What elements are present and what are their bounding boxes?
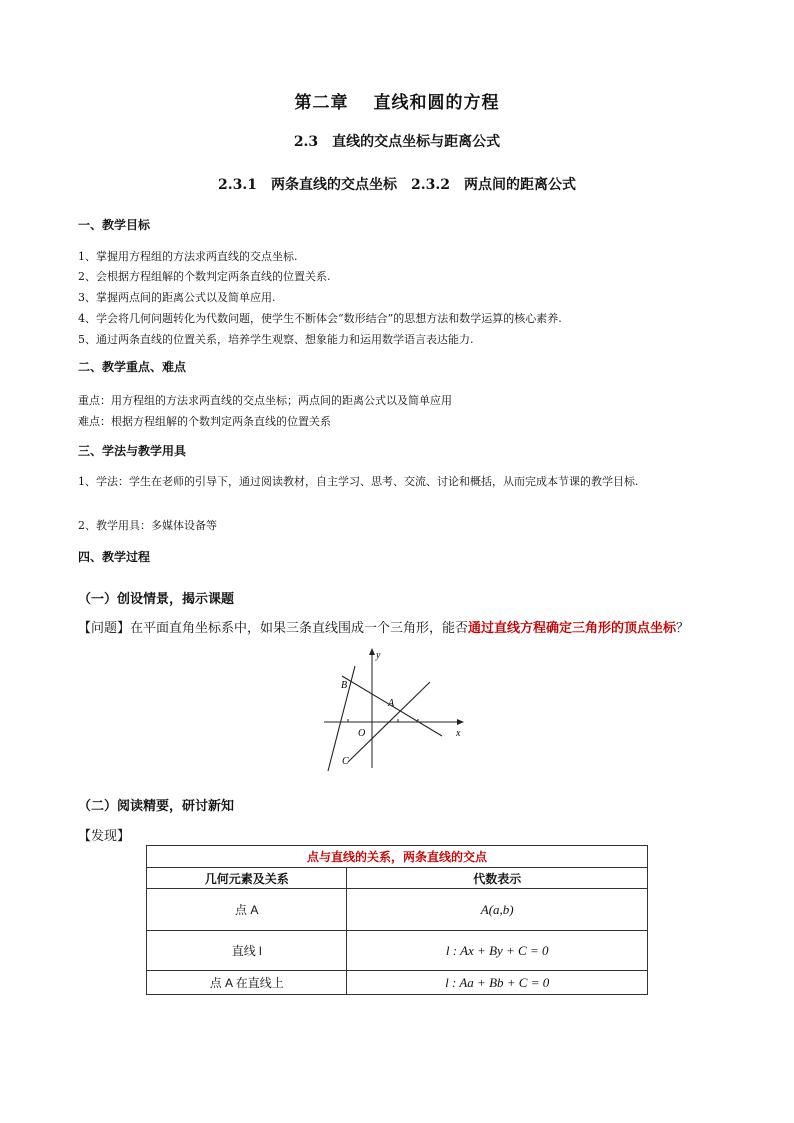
y-axis-label: y	[376, 650, 381, 661]
method-item: 2、教学用具：多媒体设备等	[78, 519, 217, 532]
goal-item: 5、通过两条直线的位置关系，培养学生观察、想象能力和运用数学语言表达能力.	[78, 333, 474, 346]
point-b-label: B	[341, 680, 348, 691]
discover-label: 【发现】	[78, 828, 131, 843]
process-heading: 四、教学过程	[78, 550, 151, 564]
subsection-title: 2.3.1 两条直线的交点坐标 2.3.2 两点间的距离公式	[218, 177, 576, 193]
x-axis-arrow	[457, 719, 464, 725]
point-a-label: A	[388, 698, 395, 709]
goal-item: 4、学会将几何问题转化为代数问题，使学生不断体会“数形结合”的思想方法和数学运算的核心素养.	[78, 312, 562, 325]
point-c-label: C	[342, 756, 349, 767]
table-caption: 点与直线的关系，两条直线的交点	[147, 846, 648, 868]
table-row	[147, 889, 648, 931]
relation-table	[146, 845, 648, 995]
origin-label: O	[358, 728, 366, 739]
table-row	[147, 931, 648, 971]
table-cell: l : Aa + Bb + C = 0	[347, 971, 648, 995]
problem-prefix: 【问题】在平面直角坐标系中，如果三条直线围成一个三角形，能否	[78, 620, 469, 635]
part2-heading: （二）阅读精要，研讨新知	[78, 799, 235, 814]
table-cell: 点 A	[147, 889, 347, 931]
table-cell: l : Ax + By + C = 0	[347, 931, 648, 971]
problem-text	[78, 617, 689, 636]
y-axis-arrow	[369, 648, 375, 655]
table-cell: 直线 l	[147, 931, 347, 971]
table-header-row	[147, 868, 648, 889]
key-point-item: 重点：用方程组的方法求两直线的交点坐标；两点间的距离公式以及简单应用	[78, 394, 452, 407]
goal-item: 1、掌握用方程组的方法求两直线的交点坐标.	[78, 250, 298, 263]
goal-item: 2、会根据方程组解的个数判定两条直线的位置关系.	[78, 270, 331, 283]
table-cell: A(a,b)	[347, 889, 648, 931]
part1-heading: （一）创设情景，揭示课题	[78, 592, 235, 607]
methods-heading: 三、学法与教学用具	[78, 444, 187, 458]
x-axis-label: x	[456, 728, 461, 739]
table-cell: 点 A 在直线上	[147, 971, 347, 995]
table-header-cell: 代数表示	[347, 868, 648, 889]
table-row	[147, 971, 648, 995]
section-title: 2.3 直线的交点坐标与距离公式	[293, 134, 501, 150]
goals-heading: 一、教学目标	[78, 218, 151, 232]
problem-highlight: 通过直线方程确定三角形的顶点坐标	[468, 620, 677, 635]
table-header-cell: 几何元素及关系	[147, 868, 347, 889]
goal-item: 3、掌握两点间的距离公式以及简单应用.	[78, 291, 276, 304]
triangle-diagram	[318, 646, 470, 774]
key-points-heading: 二、教学重点、难点	[78, 360, 187, 374]
problem-suffix: ？	[676, 620, 690, 635]
method-item: 1、学法：学生在老师的引导下，通过阅读教材，自主学习、思考、交流、讨论和概括，从而完成本节课的教学目标.	[78, 475, 639, 488]
chapter-title: 第二章 直线和圆的方程	[294, 93, 500, 113]
key-point-item: 难点：根据方程组解的个数判定两条直线的位置关系	[78, 415, 331, 428]
